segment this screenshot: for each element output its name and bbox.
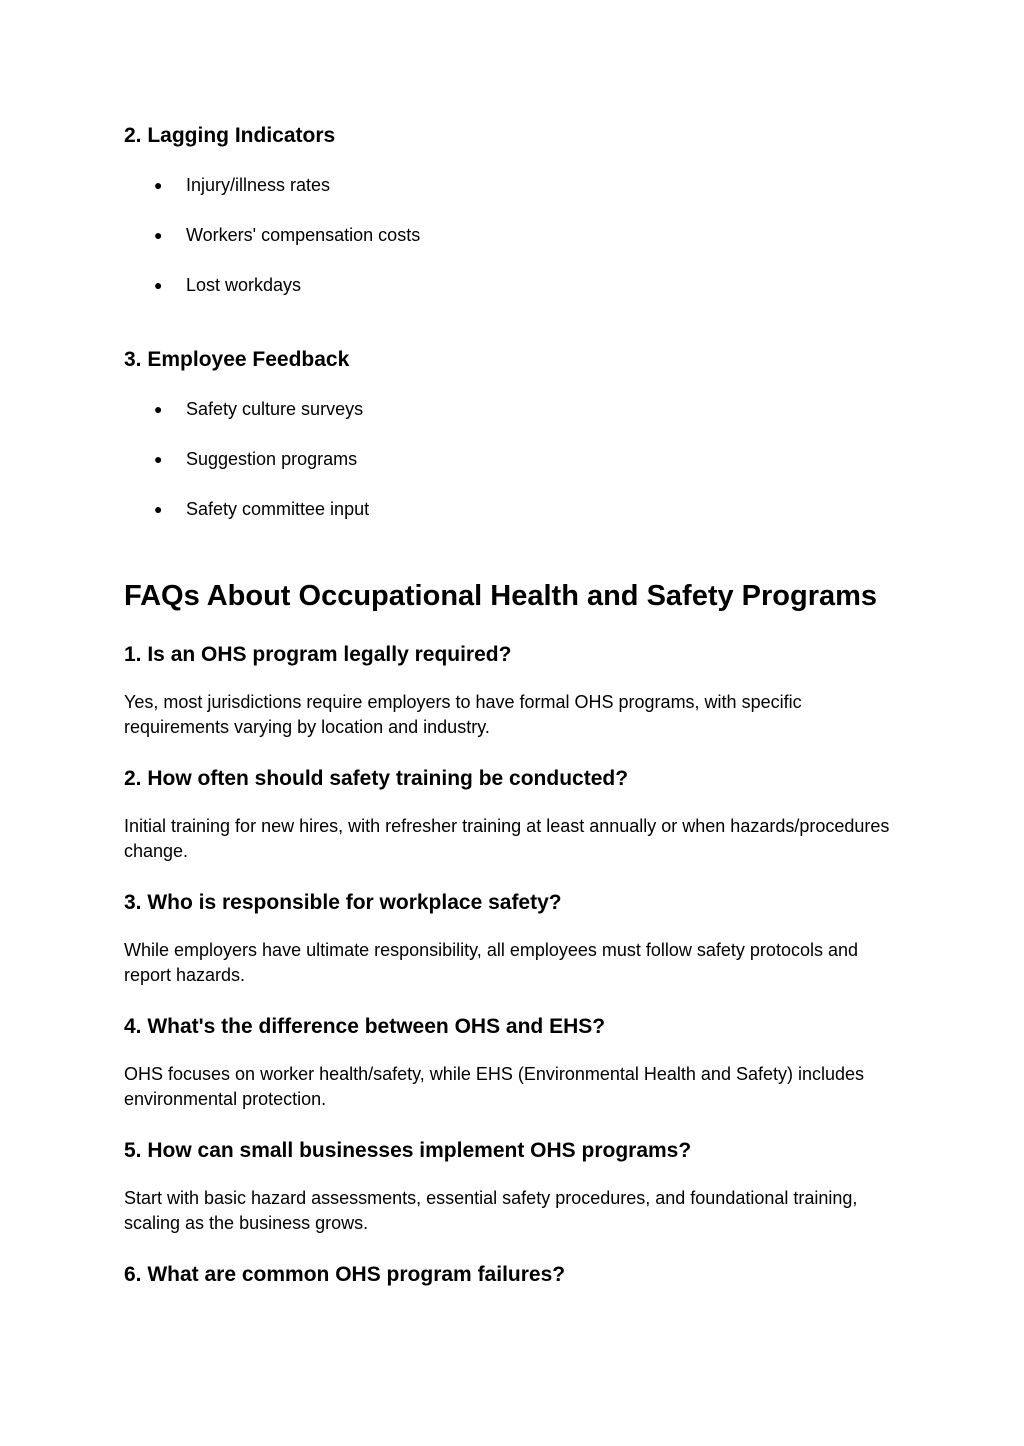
list-item-text: Safety culture surveys (186, 399, 364, 419)
bullet-icon: ● (154, 177, 163, 193)
bullet-icon: ● (154, 401, 163, 417)
bullet-icon: ● (154, 227, 163, 243)
section-heading: 2. Lagging Indicators (124, 124, 336, 147)
bullet-icon: ● (154, 277, 163, 293)
faq-question: 5. How can small businesses implement OHS programs? (124, 1139, 692, 1162)
faq-answer: Start with basic hazard assessments, essential safety procedures, and foundational training, scaling as the business grows. (124, 1188, 858, 1233)
list-item-text: Safety committee input (186, 499, 370, 519)
faq-question: 1. Is an OHS program legally required? (124, 643, 512, 666)
faq-question: 4. What's the difference between OHS and EHS? (124, 1015, 606, 1038)
faq-question: 6. What are common OHS program failures? (124, 1263, 566, 1286)
faq-title: FAQs About Occupational Health and Safety Programs (124, 580, 878, 612)
faq-answer: Yes, most jurisdictions require employers to have formal OHS programs, with specific requirements varying by location and industry. (124, 692, 802, 737)
bullet-icon: ● (154, 501, 163, 517)
faq-question: 3. Who is responsible for workplace safety? (124, 891, 562, 914)
bullet-icon: ● (154, 451, 163, 467)
faq-answer: OHS focuses on worker health/safety, while EHS (Environmental Health and Safety) includes environmental protection. (124, 1064, 865, 1109)
list-item-text: Workers' compensation costs (186, 225, 421, 245)
list-item-text: Injury/illness rates (186, 175, 331, 195)
faq-question: 2. How often should safety training be conducted? (124, 767, 629, 790)
section-heading: 3. Employee Feedback (124, 348, 350, 371)
faq-answer: While employers have ultimate responsibility, all employees must follow safety protocols and report hazards. (124, 940, 858, 985)
faq-answer: Initial training for new hires, with refresher training at least annually or when hazards/procedures change. (124, 816, 890, 861)
list-item-text: Suggestion programs (186, 449, 358, 469)
list-item-text: Lost workdays (186, 275, 302, 295)
